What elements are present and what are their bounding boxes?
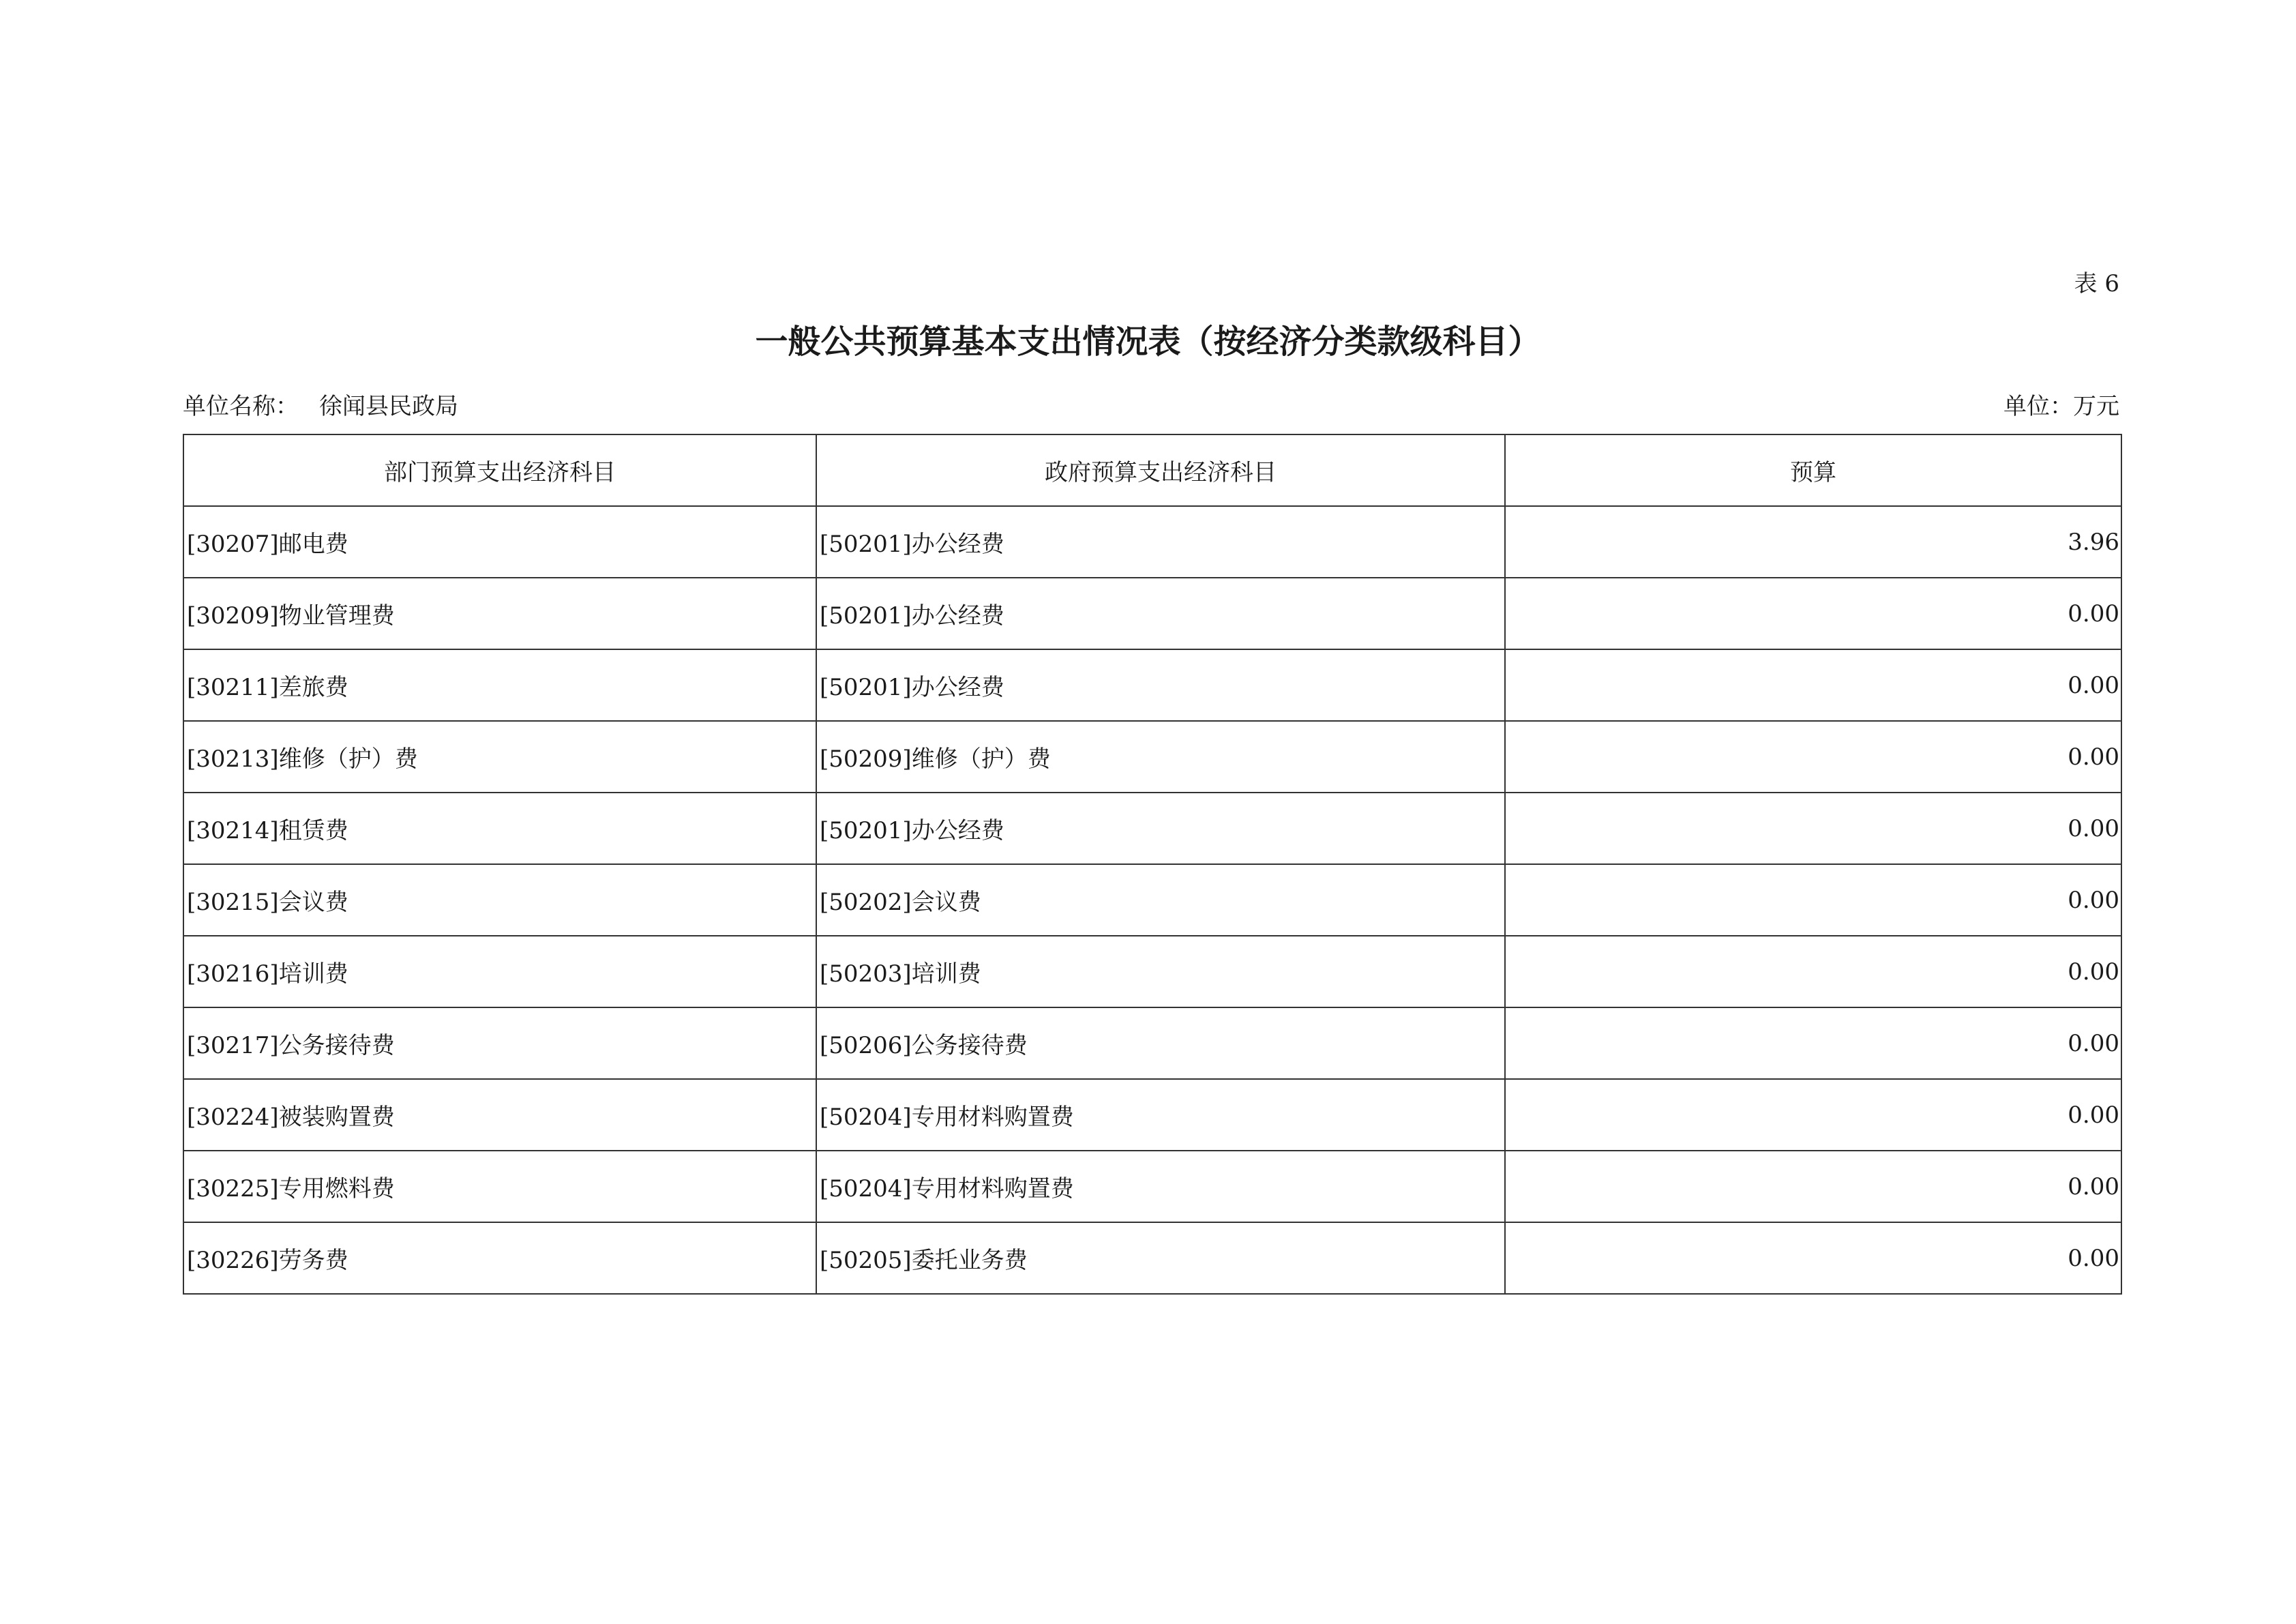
budget-amount-cell: 3.96	[1505, 506, 2121, 578]
dept-subject-cell: [30217]公务接待费	[183, 1007, 816, 1079]
budget-amount-cell: 0.00	[1505, 721, 2121, 793]
dept-subject-cell: [30207]邮电费	[183, 506, 816, 578]
gov-subject-cell: [50201]办公经费	[816, 649, 1505, 721]
table-row	[183, 793, 2121, 864]
gov-subject-cell: [50202]会议费	[816, 864, 1505, 936]
budget-amount-cell: 0.00	[1505, 864, 2121, 936]
budget-amount-cell: 0.00	[1505, 1079, 2121, 1151]
table-row	[183, 1151, 2121, 1222]
table-row	[183, 1222, 2121, 1294]
table-row	[183, 864, 2121, 936]
unit-label: 单位：万元	[2003, 393, 2119, 420]
org-info	[183, 387, 458, 421]
budget-amount-cell: 0.00	[1505, 1151, 2121, 1222]
dept-subject-cell: [30215]会议费	[183, 864, 816, 936]
unit-name-value: 徐闻县民政局	[319, 393, 458, 420]
gov-subject-cell: [50206]公务接待费	[816, 1007, 1505, 1079]
table-row	[183, 578, 2121, 649]
unit-name-label: 单位名称：	[183, 393, 299, 420]
budget-amount-cell: 0.00	[1505, 936, 2121, 1007]
table-row	[183, 1007, 2121, 1079]
dept-subject-cell: [30209]物业管理费	[183, 578, 816, 649]
gov-subject-cell: [50205]委托业务费	[816, 1222, 1505, 1294]
gov-subject-cell: [50203]培训费	[816, 936, 1505, 1007]
dept-subject-cell: [30224]被装购置费	[183, 1079, 816, 1151]
table-row	[183, 649, 2121, 721]
gov-subject-cell: [50201]办公经费	[816, 506, 1505, 578]
table-row	[183, 1079, 2121, 1151]
gov-subject-cell: [50201]办公经费	[816, 793, 1505, 864]
table-row	[183, 506, 2121, 578]
dept-subject-cell: [30216]培训费	[183, 936, 816, 1007]
budget-table	[183, 434, 2122, 1295]
table-number-label: 表 6	[2074, 270, 2119, 297]
table-row	[183, 936, 2121, 1007]
dept-subject-cell: [30226]劳务费	[183, 1222, 816, 1294]
budget-amount-cell: 0.00	[1505, 793, 2121, 864]
gov-subject-cell: [50204]专用材料购置费	[816, 1151, 1505, 1222]
budget-amount-cell: 0.00	[1505, 1222, 2121, 1294]
header-budget: 预算	[1505, 434, 2121, 506]
header-dept-subject: 部门预算支出经济科目	[183, 434, 816, 506]
dept-subject-cell: [30211]差旅费	[183, 649, 816, 721]
page-title: 一般公共预算基本支出情况表（按经济分类款级科目）	[755, 323, 1541, 361]
budget-amount-cell: 0.00	[1505, 649, 2121, 721]
dept-subject-cell: [30213]维修（护）费	[183, 721, 816, 793]
table-row	[183, 721, 2121, 793]
gov-subject-cell: [50204]专用材料购置费	[816, 1079, 1505, 1151]
dept-subject-cell: [30225]专用燃料费	[183, 1151, 816, 1222]
gov-subject-cell: [50201]办公经费	[816, 578, 1505, 649]
table-header-row	[183, 434, 2121, 506]
budget-amount-cell: 0.00	[1505, 1007, 2121, 1079]
budget-amount-cell: 0.00	[1505, 578, 2121, 649]
dept-subject-cell: [30214]租赁费	[183, 793, 816, 864]
header-gov-subject: 政府预算支出经济科目	[816, 434, 1505, 506]
gov-subject-cell: [50209]维修（护）费	[816, 721, 1505, 793]
meta-row	[183, 387, 2119, 421]
